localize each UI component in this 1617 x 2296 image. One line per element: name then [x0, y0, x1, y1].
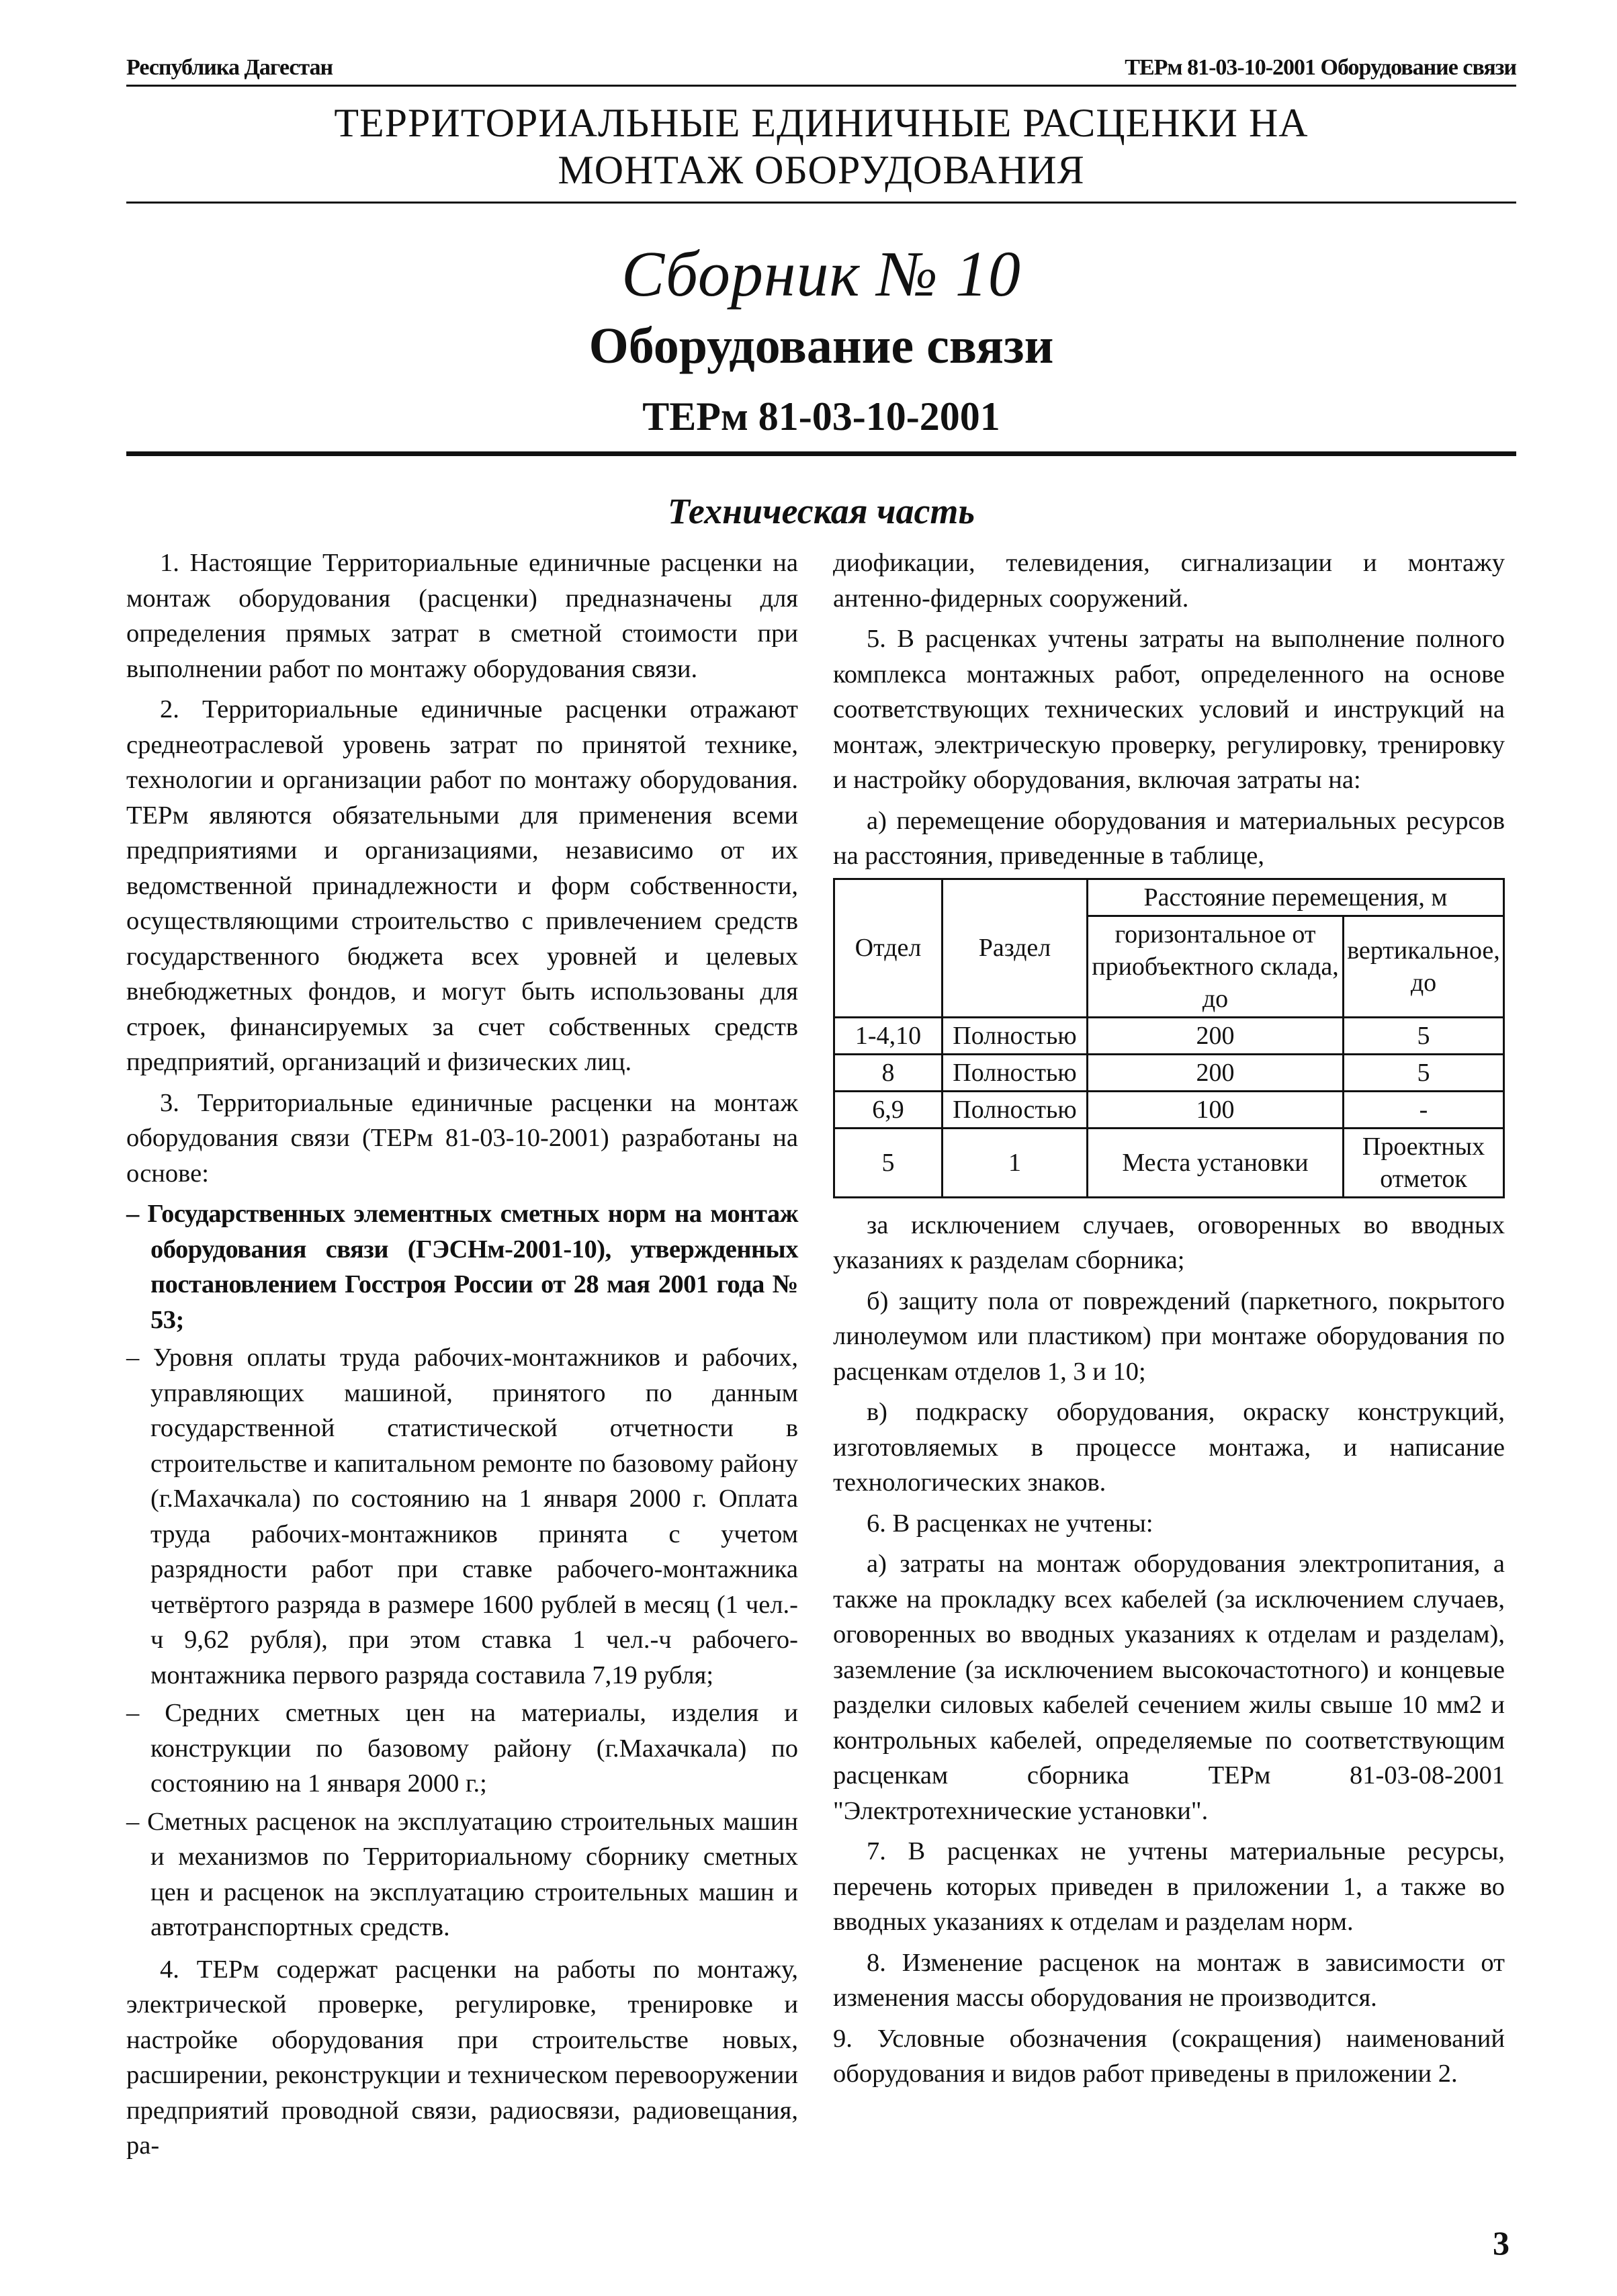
- basis-item-3: – Средних сметных цен на материалы, изделия и конструкции по базовому району (г.Махачкала) по состоянию на 1 января 2000 г.;: [126, 1699, 798, 1798]
- paragraph-2: 2. Территориальные единичные расценки отражают среднеотраслевой уровень затрат по принятой технике, технологии и организации работ по монтажу оборудования. ТЕРм являются обязательными для применения всеми предприятиями и организациями, независимо от их ведомственной принадлежности и форм собственности, осуществляющими строительство с привлечением средств государственного бюджета всех уровней и целевых внебюджетных фондов, и могут быть использованы для строек, финансируемых за счет собственных средств предприятий, организаций и физических лиц.: [126, 695, 798, 1076]
- table-cell: 100: [1088, 1091, 1344, 1128]
- table-row: [834, 1128, 1504, 1197]
- table-cell: 200: [1088, 1017, 1344, 1054]
- paragraph-7: 7. В расценках не учтены материальные ресурсы, перечень которых приведен в приложении 1, а также во вводных указаниях к отделам и разделам норм.: [833, 1837, 1505, 1936]
- part-title: Техническая часть: [667, 491, 975, 531]
- table-cell: Полностью: [943, 1054, 1088, 1091]
- collection-number: Сборник № 10: [621, 238, 1021, 310]
- table-header-subsection: Раздел: [943, 879, 1088, 1017]
- table-header-section: Отдел: [834, 879, 943, 1017]
- paragraph-4-continued: диофикации, телевидения, сигнализации и монтажу антенно-фидерных сооружений.: [833, 549, 1505, 613]
- table-cell: 5: [1344, 1017, 1504, 1054]
- running-header: [126, 48, 1516, 82]
- table-cell: Проектных отметок: [1344, 1128, 1504, 1197]
- table-row: [834, 1017, 1504, 1054]
- paragraph-3: 3. Территориальные единичные расценки на монтаж оборудования связи (ТЕРм 81-03-10-2001) разработаны на основе:: [126, 1088, 798, 1188]
- paragraph-5: 5. В расценках учтены затраты на выполнение полного комплекса монтажных работ, определенного на основе соответствующих технических условий и инструкций на монтаж, электрическую проверку, регулировку, тренировку и настройку оборудования, включая затраты на:: [833, 625, 1505, 794]
- table-header-horizontal: горизонтальное от приобъектного склада, до: [1088, 916, 1344, 1017]
- table-cell: 1-4,10: [834, 1017, 943, 1054]
- table-cell: 8: [834, 1054, 943, 1091]
- paragraph-1: 1. Настоящие Территориальные единичные расценки на монтаж оборудования (расценки) предназначены для определения прямых затрат в сметной стоимости при выполнении работ по монтажу оборудования связи.: [126, 549, 798, 683]
- left-column: [126, 545, 798, 2169]
- paragraph-6a: а) затраты на монтаж оборудования электропитания, а также на прокладку всех кабелей (за исключением случаев, оговоренных во вводных указаниях к отделам и разделам), заземление (за исключением высокочастотного) и концевые разделки силовых кабелей сечением жилы свыше 10 мм2 и контрольных кабелей, определяемые по соответствующим расценкам сборника ТЕРм 81-03-08-2001 "Электротехнические установки".: [833, 1550, 1505, 1825]
- code-rule: [126, 451, 1516, 456]
- table-cell: 6,9: [834, 1091, 943, 1128]
- table-cell: -: [1344, 1091, 1504, 1128]
- paragraph-5c: в) подкраску оборудования, окраску конструкций, изготовляемых в процессе монтажа, и написание технологических знаков.: [833, 1398, 1505, 1497]
- basis-item-4: – Сметных расценок на эксплуатацию строительных машин и механизмов по Территориальному сборнику сметных цен и расценок на эксплуатацию строительных машин и автотранспортных средств.: [126, 1807, 798, 1941]
- table-cell: 5: [1344, 1054, 1504, 1091]
- distance-table: [833, 878, 1505, 1198]
- table-cell: Места установки: [1088, 1128, 1344, 1197]
- right-column: [833, 545, 1505, 2097]
- table-cell: Полностью: [943, 1091, 1088, 1128]
- paragraph-9: 9. Условные обозначения (сокращения) наименований оборудования и видов работ приведены в приложении 2.: [833, 2024, 1505, 2088]
- paragraph-5b: б) защиту пола от повреждений (паркетного, покрытого линолеумом или пластиком) при монтаже оборудования по расценкам отделов 1, 3 и 10;: [833, 1286, 1505, 1386]
- table-header-distance: Расстояние перемещения, м: [1088, 879, 1504, 916]
- paragraph-5a-continued: за исключением случаев, оговоренных во вводных указаниях к разделам сборника;: [833, 1210, 1505, 1274]
- table-cell: 1: [943, 1128, 1088, 1197]
- basis-item-2: – Уровня оплаты труда рабочих-монтажников и рабочих, управляющих машиной, принятого по данным государственной статистической отчетности в строительстве и капитальном ремонте по базовому району (г.Махачкала) по состоянию на 1 января 2000 г. Оплата труда рабочих-монтажников принята с учетом разрядности работ при ставке рабочего-монтажника четвёртого разряда в размере 1600 рублей в месяц (1 чел.-ч 9,62 рубля), при этом ставка 1 чел.-ч рабочего-монтажника первого разряда составила 7,19 рубля;: [126, 1343, 798, 1689]
- collection-subject: Оборудование связи: [588, 318, 1054, 374]
- paragraph-4: 4. ТЕРм содержат расценки на работы по монтажу, электрической проверке, регулировке, тренировке и настройке оборудования при строительстве новых, расширении, реконструкции и техническом перевооружении предприятий проводной связи, радиосвязи, радиовещания, ра-: [126, 1955, 798, 2160]
- paragraph-5a: а) перемещение оборудования и материальных ресурсов на расстояния, приведенные в таблице,: [833, 806, 1505, 870]
- basis-item-1: – Государственных элементных сметных норм на монтаж оборудования связи (ГЭСНм-2001-10), утвержденных постановлением Госстроя России от 28 мая 2001 года № 53;: [126, 1200, 798, 1334]
- table-header-vertical: вертикальное, до: [1344, 916, 1504, 1017]
- table-cell: Полностью: [943, 1017, 1088, 1054]
- page-number: 3: [1493, 2224, 1510, 2262]
- paragraph-6: 6. В расценках не учтены:: [867, 1509, 1153, 1538]
- main-title-line-1: ТЕРРИТОРИАЛЬНЫЕ ЕДИНИЧНЫЕ РАСЦЕНКИ НА: [334, 101, 1309, 145]
- main-title-line-2: МОНТАЖ ОБОРУДОВАНИЯ: [558, 148, 1085, 192]
- header-document-code: ТЕРм 81-03-10-2001 Оборудование связи: [1125, 55, 1516, 80]
- table-row: [834, 1091, 1504, 1128]
- paragraph-8: 8. Изменение расценок на монтаж в зависимости от изменения массы оборудования не производится.: [833, 1948, 1505, 2012]
- header-region: Республика Дагестан: [126, 55, 333, 80]
- header-rule: [126, 85, 1516, 87]
- table-cell: 200: [1088, 1054, 1344, 1091]
- collection-code: ТЕРм 81-03-10-2001: [642, 394, 1000, 439]
- table-row: [834, 1054, 1504, 1091]
- main-title: [126, 99, 1516, 193]
- title-rule: [126, 202, 1516, 204]
- table-cell: 5: [834, 1128, 943, 1197]
